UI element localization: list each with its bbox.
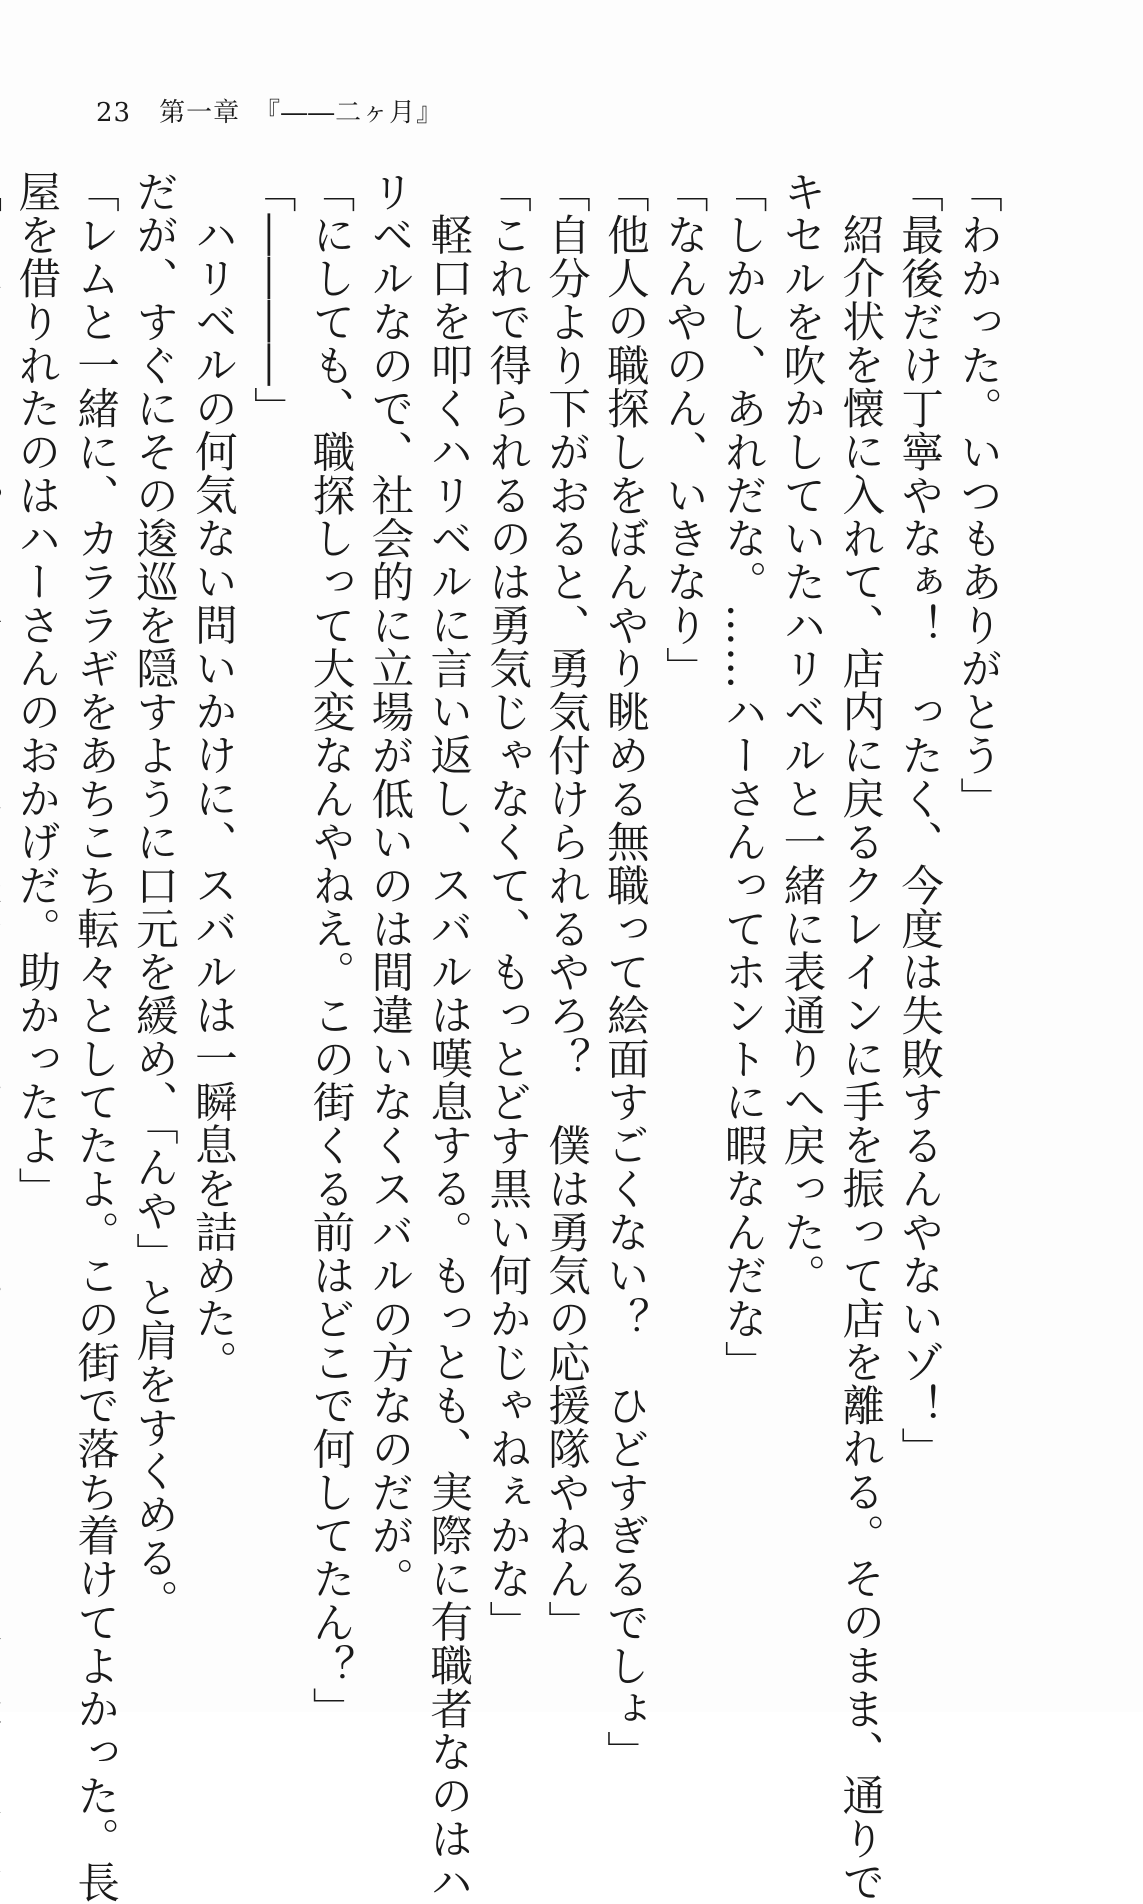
text-line: 「にしても、職探しって大変なんやねえ。この街くる前はどこで何してたん？」: [305, 170, 355, 1731]
text-line: 「なんやのん、いきなり」: [658, 170, 708, 691]
text-line: 「他人の職探しをぼんやり眺める無職って絵面すごくない？ ひどすぎるでしょ」: [599, 170, 649, 1774]
text-line: 紹介状を懐に入れて、店内に戻るクレインに手を振って店を離れる。そのまま、通りで: [835, 212, 885, 1904]
text-line: 「わかった。いつもありがとう」: [953, 170, 1002, 821]
text-line: 「レムと一緒に、カララギをあちこち転々としてたよ。この街で落ち着けてよかった。長: [70, 170, 120, 1904]
text-line: 「――――」: [246, 170, 296, 431]
text-line: [0, 170, 5, 1640]
text-line: ハリベルの何気ない問いかけに、スバルは一瞬息を詰めた。: [187, 212, 237, 1383]
chapter-title: 『――二ヶ月』: [267, 98, 444, 128]
chapter-label: 第一章: [159, 98, 241, 128]
text-line: 「これで得られるのは勇気じゃなくて、もっとどす黒い何かじゃねぇかな」: [482, 170, 532, 1644]
page-number: 23: [96, 98, 132, 128]
text-line: リベルなので、社会的に立場が低いのは間違いなくスバルの方なのだが。: [364, 170, 414, 1601]
text-line: 屋を借りれたのはハーさんのおかげだ。助かったよ」: [11, 170, 61, 1211]
text-line: 「しかし、あれだな。……ハーさんってホントに暇なんだな」: [717, 170, 767, 1384]
body-text: [11, 170, 1006, 1904]
text-line: だが、すぐにその逡巡を隠すように口元を緩め、「んや」と肩をすくめる。: [128, 170, 178, 1623]
text-line: キセルを吹かしていたハリベルと一緒に表通りへ戻った。: [776, 170, 826, 1298]
text-line: 「自分より下がおると、勇気付けられるやろ？ 僕は勇気の応援隊やねん」: [540, 170, 590, 1644]
text-line: 「最後だけ丁寧やなぁ！ ったく、今度は失敗するんやないゾ！」: [894, 170, 944, 1471]
running-header: [96, 92, 443, 129]
text-line: 軽口を叩くハリベルに言い返し、スバルは嘆息する。もっとも、実際に有職者なのはハ: [423, 212, 473, 1904]
